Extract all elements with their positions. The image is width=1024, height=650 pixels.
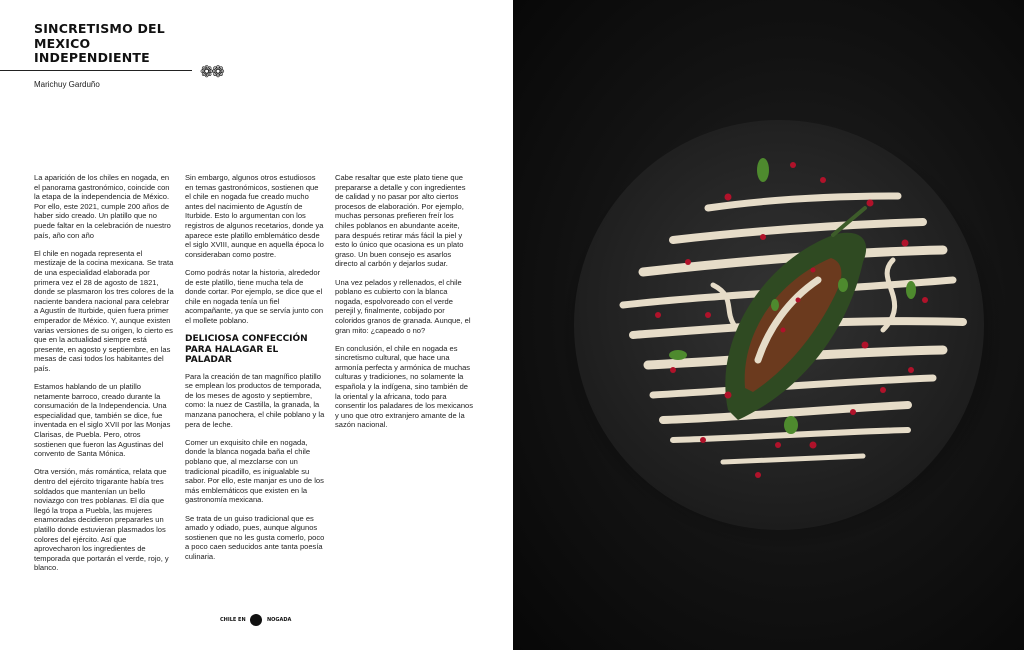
paragraph: Para la creación de tan magnífico platillo se emplean los productos de temporada, de los meses de agosto y septiembre, como: la nuez de Castilla, la granada, la manzana panochera, el chile poblano y la pera de leche. [185,371,325,429]
paragraph: El chile en nogada representa el mestizaje de la cocina mexicana. Se trata de una especialidad elaborada por primera vez el 28 de agosto de 1821, donde se plasmaron los tres colores de la naciente bandera nacional para celebrar a Agustín de Iturbide, quien fuera primer emperador de México. Y, aunque existen varias versiones de su origen, lo cierto es que en la actualidad siempre está presente, en agosto y septiembre, en las mesas de casi todos los habitantes del país. [34,248,174,373]
article-title: SINCRETISMO DEL MEXICO INDEPENDIENTE [34,21,165,65]
section-subheading: DELICIOSA CONFECCIÓN PARA HALAGAR EL PALADAR [185,334,308,366]
ornament-icon: ❁❁ [200,62,223,81]
text-column-3 [335,173,475,439]
text-column-1 [34,173,174,582]
paragraph: En conclusión, el chile en nogada es sincretismo cultural, que hace una armonía perfecta y armónica de muchas culturas y tradiciones, no solamente la española y la indígena, sino también de la oriental y la africana, todo para consentir los paladares de los mexicanos y uno que otro extranjero amante de la sazón nacional. [335,343,474,430]
text-column-2 [185,173,325,570]
title-divider [0,70,192,71]
food-photo [513,0,1024,650]
author-byline: Marichuy Garduño [34,80,100,89]
paragraph: Una vez pelados y rellenados, el chile poblano es cubierto con la blanca nogada, espolvoreado con el verde perejil y, finalmente, cobijado por coloridos granos de granada. Aunque, el gran mito: ¿capeado o no? [335,277,471,335]
paragraph: Estamos hablando de un platillo netamente barroco, creado durante la consumación de la Independencia. Una especialidad que, también se dice, fue inventada en el siglo XVII por las Monjas Clarisas, de Puebla. Pero, otros sostienen que fueron las Agustinas del convento de Santa Mónica. [34,382,171,459]
seal-icon [250,614,262,626]
paragraph: Como podrás notar la historia, alrededor de este platillo, tiene mucha tela de donde cortar. Por ejemplo, se dice que el chile en nogada tenía un fiel acompañante, ya que se servía junto con el mollete poblano. [185,267,324,325]
page-footer [212,614,302,628]
paragraph: Comer un exquisito chile en nogada, donde la blanca nogada baña el chile poblano que, al mezclarse con un tradicional picadillo, es inigualable su sabor. Por ello, este manjar es uno de los más emblemáticos que existen en la gastronomía mexicana. [185,437,324,505]
footer-label-left: CHILE EN [220,617,246,623]
paragraph: Sin embargo, algunos otros estudiosos en temas gastronómicos, sostienen que el chile en nogada fue creado mucho antes del nacimiento de Agustín de Iturbide. Esto lo argumentan con los registros de algunos recetarios, donde ya aparece este platillo emblemático desde el siglo XVIII, aunque en aquella época lo consideraban como postre. [185,173,324,259]
paragraph: La aparición de los chiles en nogada, en el panorama gastronómico, coincide con la etapa de la independencia de México. Por ello, este 2021, cumple 200 años de haber sido creado. Un platillo que no puede faltar en la celebración de nuestro país, año con año [34,173,171,240]
paragraph: Se trata de un guiso tradicional que es amado y odiado, pues, aunque algunos sostienen que no les gusta comerlo, poco a poco caen seducidos ante tanta poesía culinaria. [185,513,325,561]
footer-label-right: NOGADA [267,617,292,623]
chile-en-nogada-plate-photo [513,0,1024,650]
paragraph: Otra versión, más romántica, relata que dentro del ejército trigarante había tres soldados que mantenían un bello noviazgo con tres poblanas. El día que llegó la tropa a Puebla, las mujeres enamoradas decidieron prepararles un platillo donde estuvieran plasmados los colores del ejército. Así que aprovecharon los ingredientes de temporada que portarán el verde, rojo, y blanco. [34,467,169,573]
paragraph: Cabe resaltar que este plato tiene que prepararse a detalle y con ingredientes de calidad y no pasar por alto ciertos procesos de elaboración. Por ejemplo, muchas personas prefieren freír los chiles poblanos en abundante aceite, para después retirar más fácil la piel y esto lo único que ocasiona es un plato graso. Un buen consejo es asarlos directo al carbón y dejarlos sudar. [335,173,466,269]
